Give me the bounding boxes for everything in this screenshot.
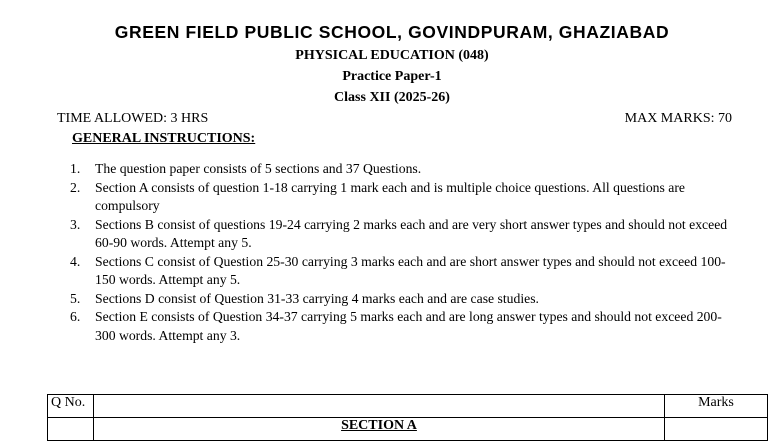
max-marks: MAX MARKS: 70 (624, 111, 732, 126)
instruction-number: 6. (70, 309, 81, 324)
question-table (47, 394, 768, 441)
paper-title: Practice Paper-1 (342, 69, 442, 84)
instruction-text: The question paper consists of 5 sections and 37 Questions. (95, 161, 422, 176)
instruction-number: 2. (70, 179, 81, 195)
marks-header: Marks (665, 395, 768, 418)
instruction-text: Section A consists of question 1-18 carrying 1 mark each and is multiple choice questions. All questions are compulsory (95, 179, 685, 213)
instruction-item (70, 253, 730, 290)
instruction-text: Section E consists of Question 34-37 carrying 5 marks each and are long answer types and should not exceed 200-300 words. Attempt any 3. (95, 309, 722, 343)
instruction-number: 5. (70, 290, 81, 306)
instruction-item (70, 179, 730, 216)
qno-header: Q No. (48, 395, 94, 418)
school-name: GREEN FIELD PUBLIC SCHOOL, GOVINDPURAM, GHAZIABAD (114, 22, 670, 42)
table-row (48, 418, 768, 441)
instruction-text: Sections D consist of Question 31-33 carrying 4 marks each and are case studies. (95, 290, 539, 306)
marks-cell (665, 418, 768, 441)
instruction-number: 1. (70, 161, 81, 176)
table-header-row (48, 395, 768, 418)
instruction-text: Sections B consist of questions 19-24 carrying 2 marks each and are very short answer types and should not exceed 60-90 words. Attempt any 5. (95, 216, 728, 250)
class-title: Class XII (2025-26) (334, 90, 450, 105)
instruction-number: 3. (70, 216, 81, 232)
subject-title: PHYSICAL EDUCATION (048) (295, 48, 489, 63)
instruction-item (70, 308, 730, 345)
instructions-heading: GENERAL INSTRUCTIONS: (72, 131, 256, 146)
section-a-heading: SECTION A (94, 418, 665, 441)
time-allowed: TIME ALLOWED: 3 HRS (57, 111, 209, 126)
qno-cell (48, 418, 94, 441)
instruction-item (70, 160, 730, 179)
instruction-item (70, 216, 730, 253)
question-header-cell (94, 395, 665, 418)
instruction-item (70, 290, 730, 309)
instruction-text: Sections C consist of Question 25-30 carrying 3 marks each and are short answer types and should not exceed 100-150 words. Attempt any 5. (95, 253, 726, 287)
instruction-number: 4. (70, 253, 81, 269)
instructions-list (70, 160, 730, 345)
